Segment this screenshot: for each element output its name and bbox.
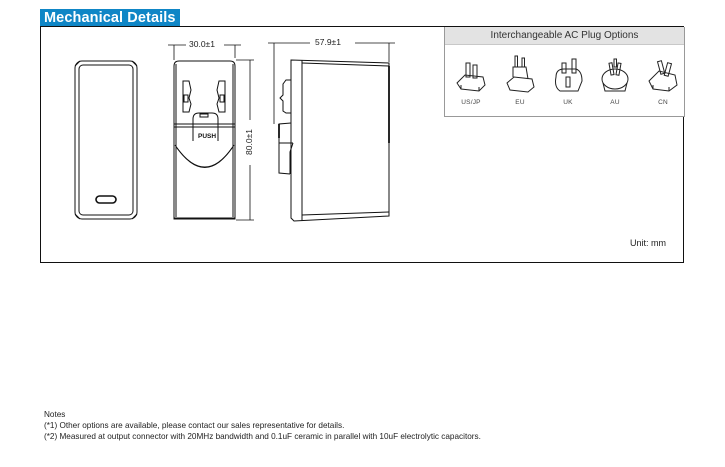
section-title: Mechanical Details	[40, 9, 180, 27]
plug-option-cn: CN	[643, 55, 683, 106]
plug-option-uk: UK	[548, 55, 588, 106]
plug-cn-icon	[645, 55, 681, 95]
front-view-drawing	[75, 61, 137, 219]
plug-face-view-drawing	[174, 61, 235, 219]
plug-options-title: Interchangeable AC Plug Options	[445, 27, 684, 45]
side-view-drawing	[279, 60, 389, 221]
plug-option-au: AU	[595, 55, 635, 106]
plug-eu-icon	[502, 55, 538, 95]
unit-label: Unit: mm	[630, 238, 666, 248]
plug-option-us-jp: US/JP	[451, 55, 491, 106]
note-item: (*2) Measured at output connector with 20MHz bandwidth and 0.1uF ceramic in parallel with 10uF electrolytic capacitors.	[44, 432, 481, 441]
plug-uk-icon	[550, 55, 586, 95]
note-item: (*1) Other options are available, please contact our sales representative for details.	[44, 421, 345, 430]
depth-dimension-label: 57.9±1	[315, 37, 341, 47]
plug-options-panel	[444, 27, 685, 117]
notes-section	[44, 409, 481, 442]
plug-option-eu: EU	[500, 55, 540, 106]
width-dimension-label: 30.0±1	[189, 39, 215, 49]
plug-au-icon	[597, 55, 633, 95]
plug-us-jp-icon	[453, 55, 489, 95]
notes-heading: Notes	[44, 410, 66, 419]
depth-dimension-line	[268, 43, 395, 124]
push-label: PUSH	[198, 133, 217, 140]
height-dimension-label: 80.0±1	[243, 129, 254, 155]
